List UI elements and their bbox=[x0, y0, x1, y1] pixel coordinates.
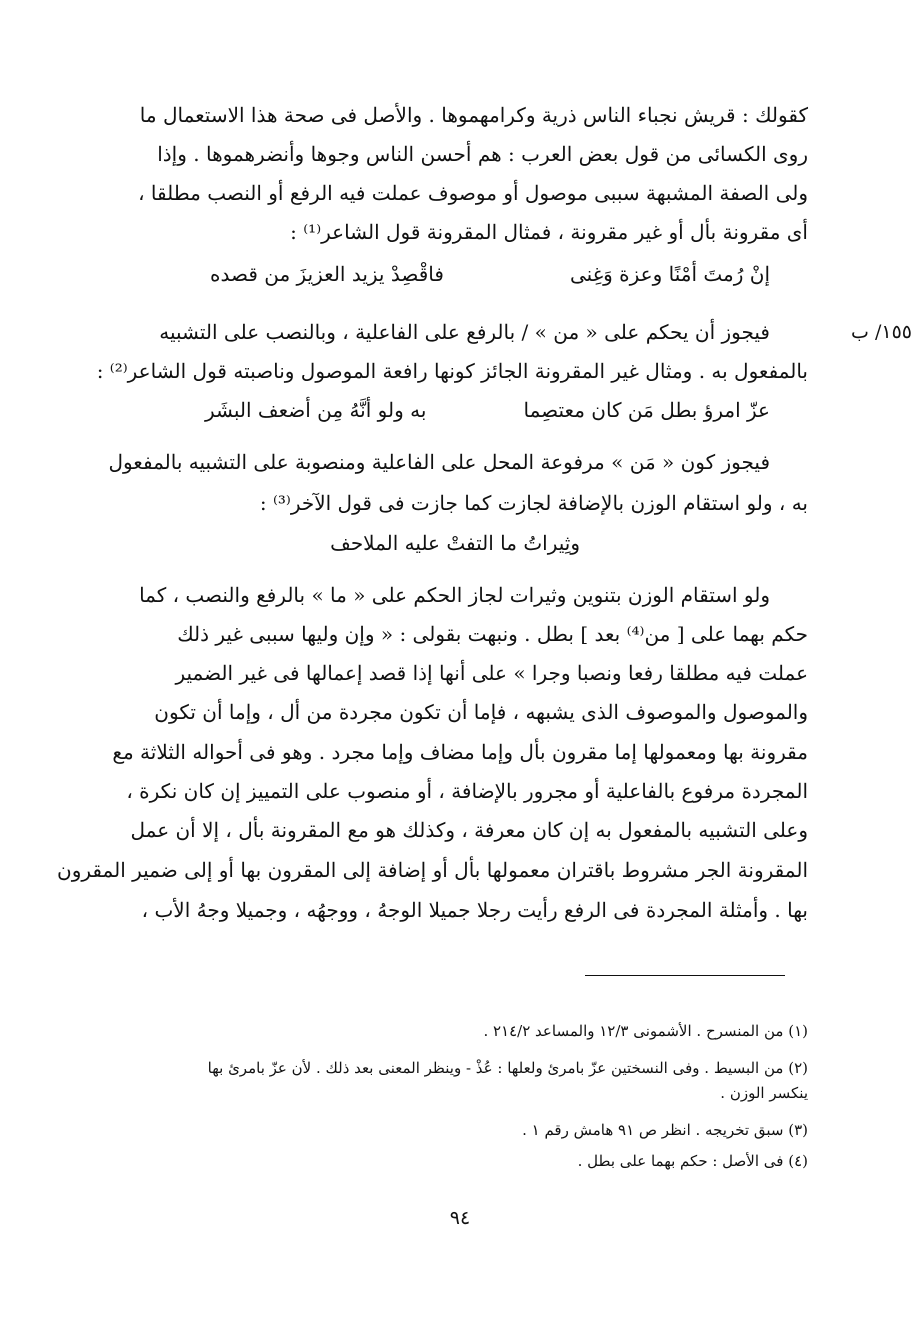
body-line-1: كقولك : قريش نجباء الناس ذرية وكرامهموها . والأصل فى صحة هذا الاستعمال ما bbox=[139, 103, 808, 127]
verse-2-first-hemistich: عزّ امرؤ بطل مَن كان معتصِما bbox=[523, 398, 770, 422]
footnote-2: (٢) من البسيط . وفى النسختين عزّ بامرئ ولعلها : عُذْ - وينظر المعنى بعد ذلك . لأن عزّ بامرئ بها bbox=[207, 1059, 808, 1077]
verse-1-first-hemistich: إنْ رُمتَ أمْنًا وعزة وَغِنى bbox=[569, 262, 770, 286]
body-line-8: به ، ولو استقام الوزن بالإضافة لجازت كما جازت فى قول الآخر⁽³⁾ : bbox=[259, 491, 808, 515]
body-line-6: بالمفعول به . ومثال غير المقرونة الجائز كونها رافعة الموصول وناصبته قول الشاعر⁽²⁾ : bbox=[96, 359, 808, 383]
body-line-3: ولى الصفة المشبهة سببى موصول أو موصوف عملت فيه الرفع أو النصب مطلقا ، bbox=[138, 181, 808, 205]
verse-3: وثِيراتُ ما التفتْ عليه الملاحف bbox=[330, 531, 580, 555]
body-line-10: حكم بهما على [ من⁽⁴⁾ بعد ] بطل . ونبهت بقولى : « وإن وليها سببى غير ذلك bbox=[177, 622, 808, 646]
body-line-4: أى مقرونة بأل أو غير مقرونة ، فمثال المقرونة قول الشاعر⁽¹⁾ : bbox=[290, 220, 808, 244]
body-line-14: المجردة مرفوع بالفاعلية أو مجرور بالإضافة ، أو منصوب على التمييز إن كان نكرة ، bbox=[126, 779, 808, 803]
body-line-2: روى الكسائى من قول بعض العرب : هم أحسن الناس وجوها وأنضرهموها . وإذا bbox=[157, 142, 808, 166]
body-line-15: وعلى التشبيه بالمفعول به إن كان معرفة ، وكذلك هو مع المقرونة بأل ، إلا أن عمل bbox=[130, 818, 808, 842]
body-line-17: بها . وأمثلة المجردة فى الرفع رأيت رجلا جميلا الوجهُ ، ووجهُه ، وجميلا وجهُ الأب ، bbox=[141, 898, 808, 922]
body-line-16: المقرونة الجر مشروط باقتران معمولها بأل أو إضافة إلى المقرون بها أو إلى ضمير المقرون bbox=[57, 858, 808, 882]
body-line-7: فيجوز كون « مَن » مرفوعة المحل على الفاعلية ومنصوبة على التشبيه بالمفعول bbox=[108, 450, 770, 474]
footnote-1: (١) من المنسرح . الأشمونى ١٢/٣ والمساعد ٢١٤/٢ . bbox=[483, 1022, 808, 1040]
manuscript-folio-note: ١٥٥/ ب bbox=[851, 321, 912, 343]
verse-2-second-hemistich: به ولو أنَّهُ مِن أضعف البشَر bbox=[205, 398, 427, 422]
footnote-separator bbox=[585, 975, 785, 976]
body-line-9: ولو استقام الوزن بتنوين وثيرات لجاز الحكم على « ما » بالرفع والنصب ، كما bbox=[139, 583, 770, 607]
body-line-12: والموصول والموصوف الذى يشبهه ، فإما أن تكون مجردة من أل ، وإما أن تكون bbox=[154, 700, 808, 724]
body-line-13: مقرونة بها ومعمولها إما مقرون بأل وإما مضاف وإما مجرد . وهو فى أحواله الثلاثة مع bbox=[112, 740, 808, 764]
footnote-4: (٤) فى الأصل : حكم بهما على بطل . bbox=[577, 1152, 808, 1170]
verse-1-second-hemistich: فاقْصِدْ يزيد العزيزَ من قصده bbox=[210, 262, 444, 286]
body-line-5: فيجوز أن يحكم على « من » / بالرفع على الفاعلية ، وبالنصب على التشبيه bbox=[159, 320, 770, 344]
page-number: ٩٤ bbox=[449, 1207, 471, 1229]
body-line-11: عملت فيه مطلقا رفعا ونصبا وجرا » على أنها إذا قصد إعمالها فى غير الضمير bbox=[175, 661, 808, 685]
footnote-2-continuation: ينكسر الوزن . bbox=[720, 1084, 808, 1102]
footnote-3: (٣) سبق تخريجه . انظر ص ٩١ هامش رقم ١ . bbox=[522, 1121, 808, 1139]
